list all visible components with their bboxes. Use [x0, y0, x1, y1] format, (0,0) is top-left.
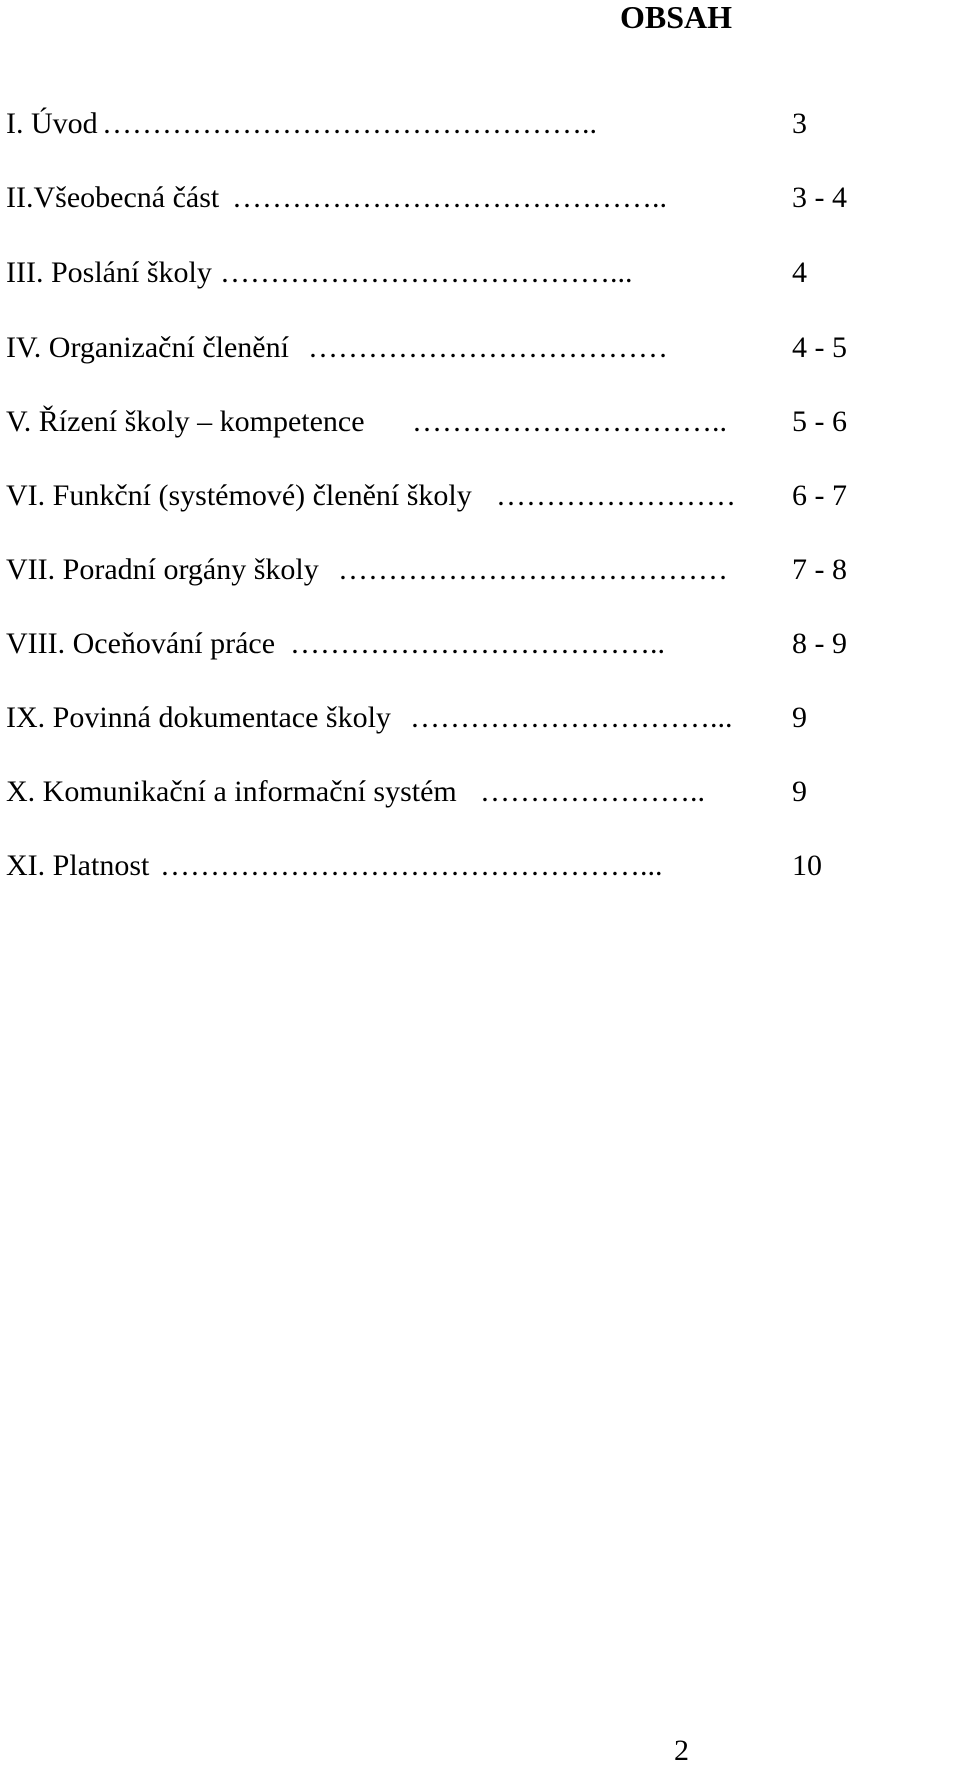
toc-pages: 5 - 6	[792, 405, 847, 438]
toc-leader: …………………………………………...	[160, 849, 663, 882]
page-number: 2	[674, 1734, 689, 1767]
toc-entry-title: V. Řízení školy – kompetence	[6, 405, 365, 438]
toc-leader: ……………………………………..	[232, 181, 667, 214]
page-title: OBSAH	[620, 0, 733, 35]
toc-entry-title: III. Poslání školy	[6, 256, 212, 289]
toc-leader: ………………………………..	[290, 627, 665, 660]
toc-pages: 4 - 5	[792, 331, 847, 364]
toc-pages: 6 - 7	[792, 479, 847, 512]
toc-leader: …………………………………………..	[102, 107, 597, 140]
toc-leader: ……………………	[496, 479, 736, 512]
toc-pages: 7 - 8	[792, 553, 847, 586]
toc-leader: …………………………………	[338, 553, 728, 586]
toc-leader: …………………………...	[410, 701, 733, 734]
toc-pages: 10	[792, 849, 822, 882]
toc-pages: 9	[792, 775, 807, 808]
toc-pages: 3	[792, 107, 807, 140]
toc-pages: 9	[792, 701, 807, 734]
toc-entry-title: XI. Platnost	[6, 849, 150, 882]
toc-entry-title: VII. Poradní orgány školy	[6, 553, 319, 586]
toc-leader: …………………..	[480, 775, 705, 808]
toc-leader: …………………………..	[412, 405, 727, 438]
toc-pages: 4	[792, 256, 807, 289]
toc-entry-title: I. Úvod	[6, 107, 98, 140]
toc-pages: 3 - 4	[792, 181, 847, 214]
toc-entry-title: VI. Funkční (systémové) členění školy	[6, 479, 472, 512]
toc-pages: 8 - 9	[792, 627, 847, 660]
toc-entry-title: IX. Povinná dokumentace školy	[6, 701, 391, 734]
toc-entry-title: II.Všeobecná část	[6, 181, 220, 214]
toc-leader: …………………………………...	[220, 256, 633, 289]
toc-entry-title: IV. Organizační členění	[6, 331, 289, 364]
toc-entry-title: X. Komunikační a informační systém	[6, 775, 457, 808]
toc-entry-title: VIII. Oceňování práce	[6, 627, 276, 660]
toc-leader: ………………………………	[308, 331, 668, 364]
